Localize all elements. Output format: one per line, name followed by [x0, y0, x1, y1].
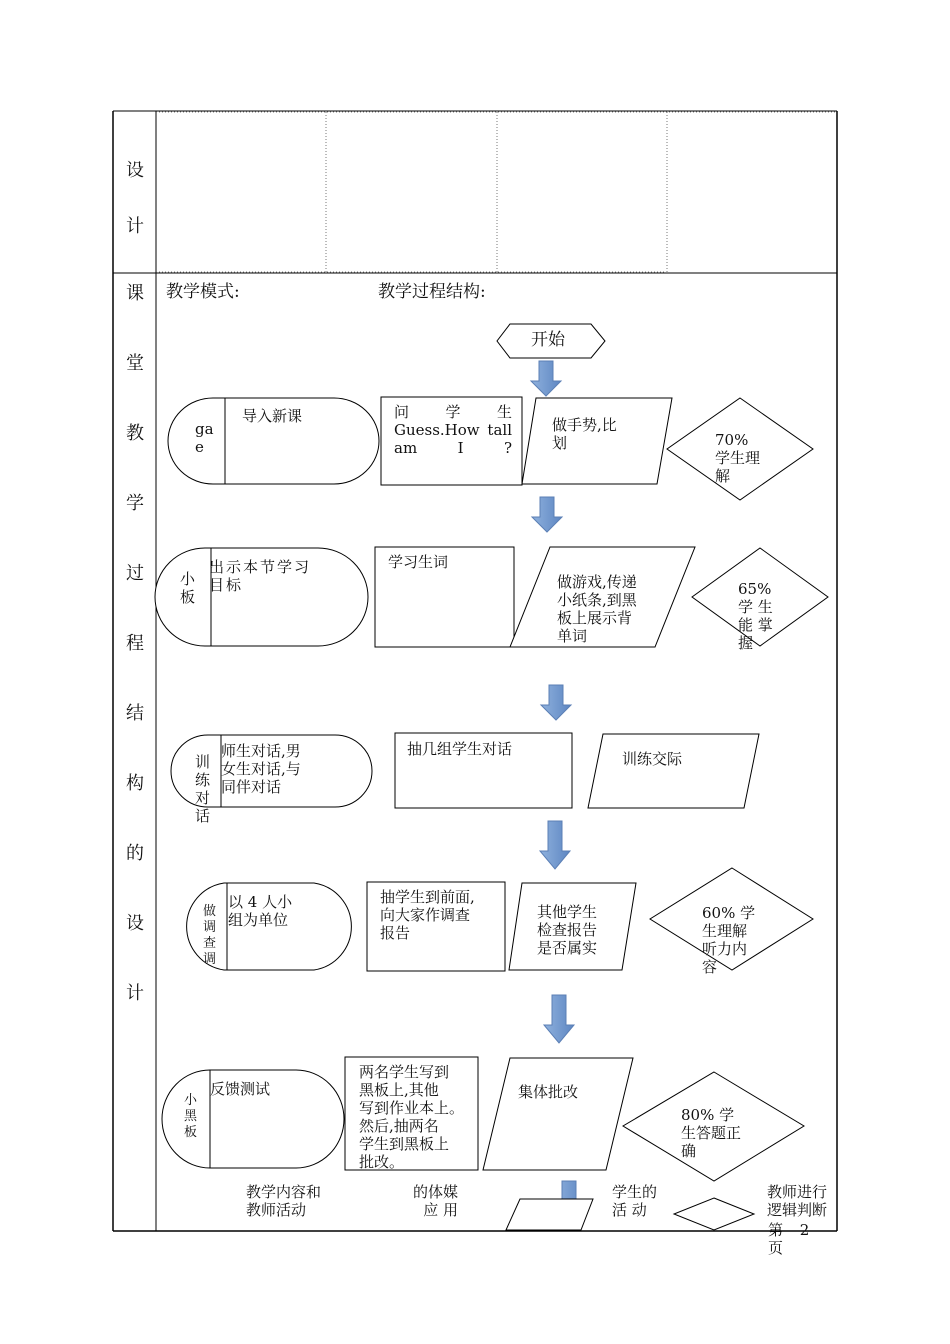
row5-teacher: 两名学生写到 黑板上,其他 写到作业本上。 然后,抽两名 学生到黑板上 批改。	[359, 1063, 465, 1171]
process-row-label	[124, 279, 146, 1049]
row2-judge: 65% 学 生 能 掌 握	[738, 580, 773, 652]
design-row-label	[124, 156, 146, 238]
design-grid	[156, 112, 836, 272]
process-label-char: 堂	[126, 353, 144, 374]
row3-student: 训练交际	[622, 750, 683, 768]
design-label-char: 设	[126, 160, 144, 181]
row5-media: 小 黑 板	[184, 1093, 198, 1140]
row5-student: 集体批改	[518, 1083, 579, 1101]
row1-content: 导入新课	[242, 407, 303, 425]
row1-teacher: 问 学 生 Guess.How tall am I ?	[394, 403, 512, 457]
row2-media: 小 板	[180, 570, 196, 606]
row5-content: 反馈测试	[210, 1080, 271, 1098]
design-label-char: 计	[126, 216, 144, 237]
process-label-char: 学	[126, 493, 144, 514]
row5-judge: 80% 学 生答题正 确	[681, 1106, 742, 1160]
legend-media: 的体媒 应 用	[413, 1183, 459, 1219]
row3-teacher: 抽几组学生对话	[407, 740, 513, 758]
page-number: 第 2 页	[768, 1221, 816, 1257]
row2-content: 出示本节学习 目标	[209, 558, 312, 594]
process-label-char: 程	[126, 633, 144, 654]
legend-student: 学生的 活 动	[612, 1183, 658, 1219]
row3-media: 训 练 对 话	[195, 753, 211, 825]
row2-student: 做游戏,传递 小纸条,到黑 板上展示背 单词	[557, 573, 637, 645]
row4-judge: 60% 学 生理解 听力内 容	[702, 904, 756, 976]
process-label-char: 的	[126, 843, 144, 864]
row1-media: ga e	[195, 420, 214, 456]
row1-student: 做手势,比 划	[552, 416, 617, 452]
row3-content: 师生对话,男 女生对话,与 同伴对话	[221, 742, 301, 796]
legend-content: 教学内容和 教师活动	[246, 1183, 322, 1219]
process-label-char: 过	[126, 563, 144, 584]
teaching-mode-label: 教学模式:	[166, 282, 240, 302]
start-label: 开始	[531, 330, 565, 350]
row4-student: 其他学生 检查报告 是否属实	[537, 903, 598, 957]
row4-teacher: 抽学生到前面, 向大家作调查 报告	[380, 888, 475, 942]
row4-media: 做 调 查 调	[203, 904, 217, 967]
legend-judge: 教师进行 逻辑判断	[767, 1183, 828, 1219]
row2-teacher: 学习生词	[388, 553, 449, 571]
process-label-char: 课	[126, 283, 144, 304]
process-label-char: 构	[126, 773, 144, 794]
process-label-char: 设	[126, 913, 144, 934]
row4-content: 以 4 人小 组为单位	[228, 893, 293, 929]
row1-judge: 70% 学生理 解	[715, 431, 761, 485]
process-label-char: 教	[126, 423, 144, 444]
process-label-char: 结	[126, 703, 144, 724]
process-label-char: 计	[126, 983, 144, 1004]
process-structure-label: 教学过程结构:	[378, 282, 486, 302]
page-footer-clip	[760, 1218, 840, 1257]
